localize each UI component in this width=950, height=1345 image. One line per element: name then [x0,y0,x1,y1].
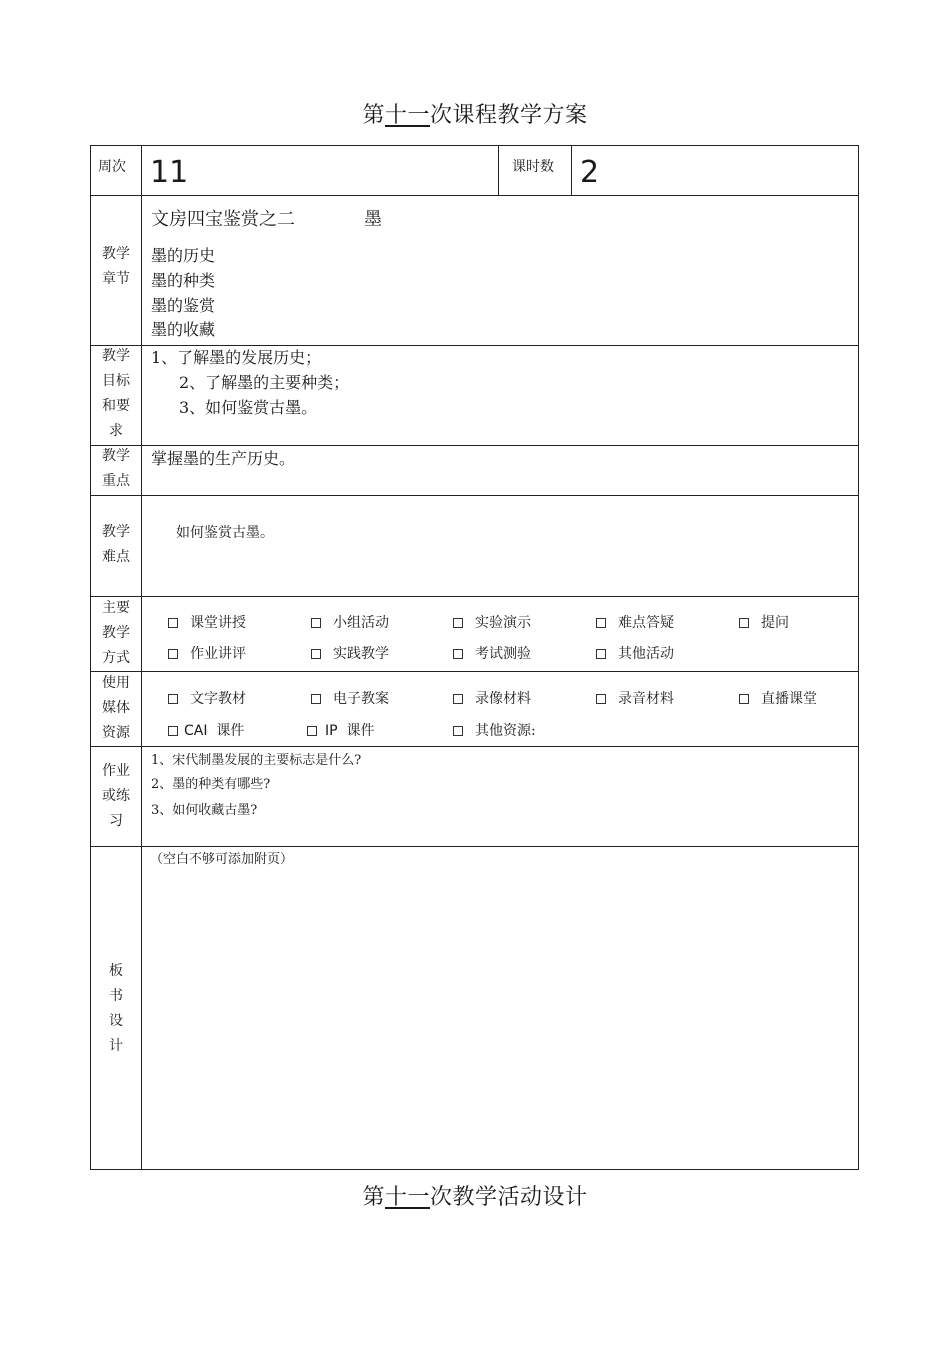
chapter-item: 墨的种类 [151,271,216,290]
media-checkbox[interactable]: IP 课件 [307,720,374,740]
checkbox-icon[interactable] [453,726,463,736]
key-points-label: 教学 重点 [102,448,130,489]
method-checkbox[interactable]: 作业讲评 [168,643,246,663]
checkbox-icon[interactable] [739,694,749,704]
chapter-item: 墨的历史 [151,246,216,265]
checkbox-icon[interactable] [453,694,463,704]
checkbox-icon[interactable] [596,649,606,659]
checkbox-icon[interactable] [311,618,321,628]
checkbox-icon[interactable] [168,618,178,628]
objective-item: 3、如何鉴赏古墨。 [179,398,318,417]
objectives-label: 教学 目标 和要 求 [102,348,130,439]
checkbox-icon[interactable] [311,694,321,704]
checkbox-icon[interactable] [596,618,606,628]
checkbox-icon[interactable] [307,726,317,736]
week-label: 周次 [98,159,126,175]
chapter-heading-tail: 墨 [364,209,382,230]
method-checkbox[interactable]: 其他活动 [596,643,674,663]
row-divider [90,495,859,496]
header-divider-1 [498,145,499,195]
row-divider [90,671,859,672]
media-checkbox[interactable]: CAI 课件 [168,720,244,740]
row-divider [90,746,859,747]
media-checkbox[interactable]: 电子教案 [311,688,389,708]
media-checkbox[interactable]: 直播课堂 [739,688,817,708]
method-checkbox[interactable]: 实践教学 [311,643,389,663]
media-checkbox[interactable]: 文字教材 [168,688,246,708]
row-divider [90,596,859,597]
homework-item: 3、如何收藏古墨? [151,803,258,818]
header-divider-2 [571,145,572,195]
week-value: 11 [150,155,189,190]
checkbox-icon[interactable] [596,694,606,704]
media-checkbox[interactable]: 其他资源: [453,720,536,740]
homework-item: 2、墨的种类有哪些? [151,777,271,792]
media-checkbox[interactable]: 录音材料 [596,688,674,708]
methods-label: 主要 教学 方式 [102,600,130,666]
chapter-item: 墨的收藏 [151,320,216,339]
media-checkbox[interactable]: 录像材料 [453,688,531,708]
checkbox-icon[interactable] [311,649,321,659]
section-title: 第十一次教学活动设计 [362,1185,588,1210]
hours-value: 2 [580,155,600,190]
homework-item: 1、宋代制墨发展的主要标志是什么? [151,753,362,768]
board-design-note: （空白不够可添加附页） [150,852,294,867]
checkbox-icon[interactable] [739,618,749,628]
page-title: 第十一次课程教学方案 [362,103,588,128]
checkbox-icon[interactable] [453,649,463,659]
chapter-item: 墨的鉴赏 [151,296,216,315]
hours-label: 课时数 [512,159,554,175]
key-points-text: 掌握墨的生产历史。 [151,449,296,468]
objective-item: 2、了解墨的主要种类； [179,373,350,392]
checkbox-icon[interactable] [453,618,463,628]
method-checkbox[interactable]: 考试测验 [453,643,531,663]
chapter-heading: 文房四宝鉴赏之二 [151,209,295,230]
media-label: 使用 媒体 资源 [102,675,130,741]
checkbox-icon[interactable] [168,726,178,736]
method-checkbox[interactable]: 小组活动 [311,612,389,632]
method-checkbox[interactable]: 难点答疑 [596,612,674,632]
objective-item: 1、了解墨的发展历史； [151,348,322,367]
chapter-label: 教学 章节 [102,246,130,287]
difficulties-text: 如何鉴赏古墨。 [176,525,274,541]
row-divider [90,195,859,196]
method-checkbox[interactable]: 提问 [739,612,789,632]
checkbox-icon[interactable] [168,694,178,704]
homework-label: 作业 或练 习 [102,763,130,829]
checkbox-icon[interactable] [168,649,178,659]
method-checkbox[interactable]: 实验演示 [453,612,531,632]
method-checkbox[interactable]: 课堂讲授 [168,612,246,632]
board-design-label: 板 书 设 计 [109,963,123,1054]
difficulties-label: 教学 难点 [102,524,130,565]
